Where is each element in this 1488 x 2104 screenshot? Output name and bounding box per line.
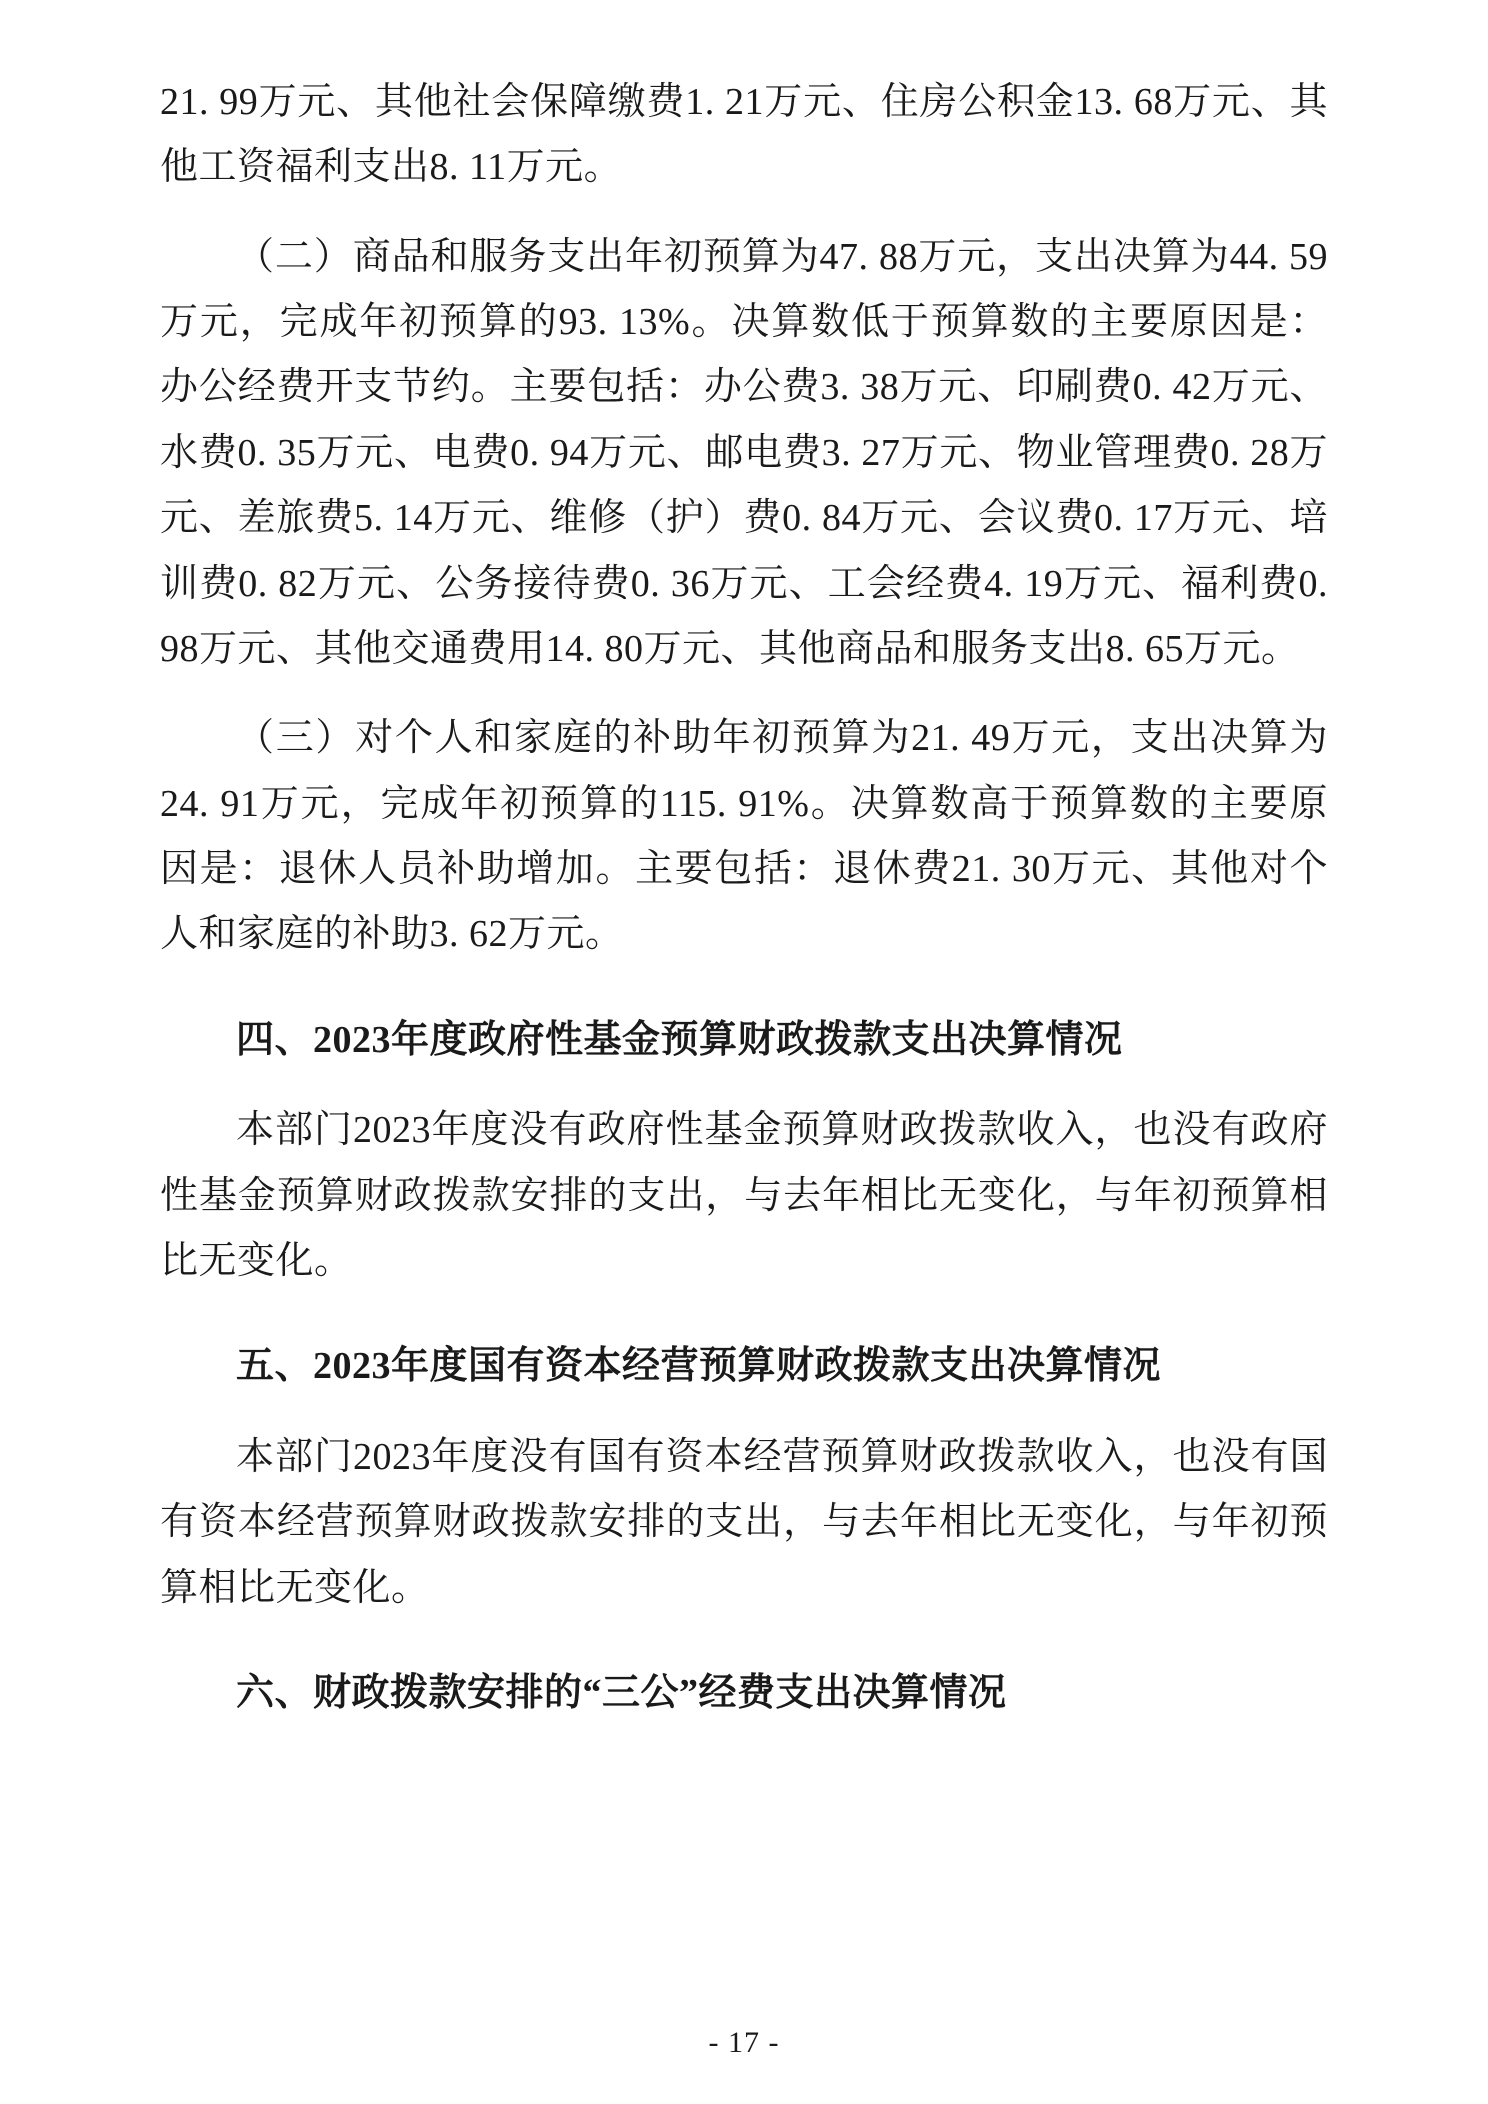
section-heading-six: 六、财政拨款安排的“三公”经费支出决算情况 [236,1672,1007,1715]
paragraph-personal-family-subsidy: （三）对个人和家庭的补助年初预算为21. 49万元，支出决算为24. 91万元，完成年初预算的115. 91%。决算数高于预算数的主要原因是：退休人员补助增加。主要包括：退休费21. 30万元、其他对个人和家庭的补助3. 62万元。 [160,717,1328,956]
paragraph-state-capital-budget: 本部门2023年度没有国有资本经营预算财政拨款收入，也没有国有资本经营预算财政拨款安排的支出，与去年相比无变化，与年初预算相比无变化。 [160,1435,1328,1609]
section-heading-four: 四、2023年度政府性基金预算财政拨款支出决算情况 [236,1018,1123,1061]
paragraph-government-fund-budget: 本部门2023年度没有政府性基金预算财政拨款收入，也没有政府性基金预算财政拨款安排的支出，与去年相比无变化，与年初预算相比无变化。 [160,1109,1328,1282]
page-number: - 17 - [708,2026,780,2059]
paragraph-continuation: 21. 99万元、其他社会保障缴费1. 21万元、住房公积金13. 68万元、其他工资福利支出8. 11万元。 [160,81,1328,189]
section-heading-five: 五、2023年度国有资本经营预算财政拨款支出决算情况 [236,1345,1162,1388]
paragraph-goods-and-services: （二）商品和服务支出年初预算为47. 88万元，支出决算为44. 59万元，完成年初预算的93. 13%。决算数低于预算数的主要原因是：办公经费开支节约。主要包括：办公费3. 38万元、印刷费0. 42万元、水费0. 35万元、电费0. 94万元、邮电费3. 27万元、物业管理费0. 28万元、差旅费5. 14万元、维修（护）费0. 84万元、会议费0. 17万元、培训费0. 82万元、公务接待费0. 36万元、工会经费4. 19万元、福利费0. 98万元、其他交通费用14. 80万元、其他商品和服务支出8. 65万元。 [160,235,1328,670]
